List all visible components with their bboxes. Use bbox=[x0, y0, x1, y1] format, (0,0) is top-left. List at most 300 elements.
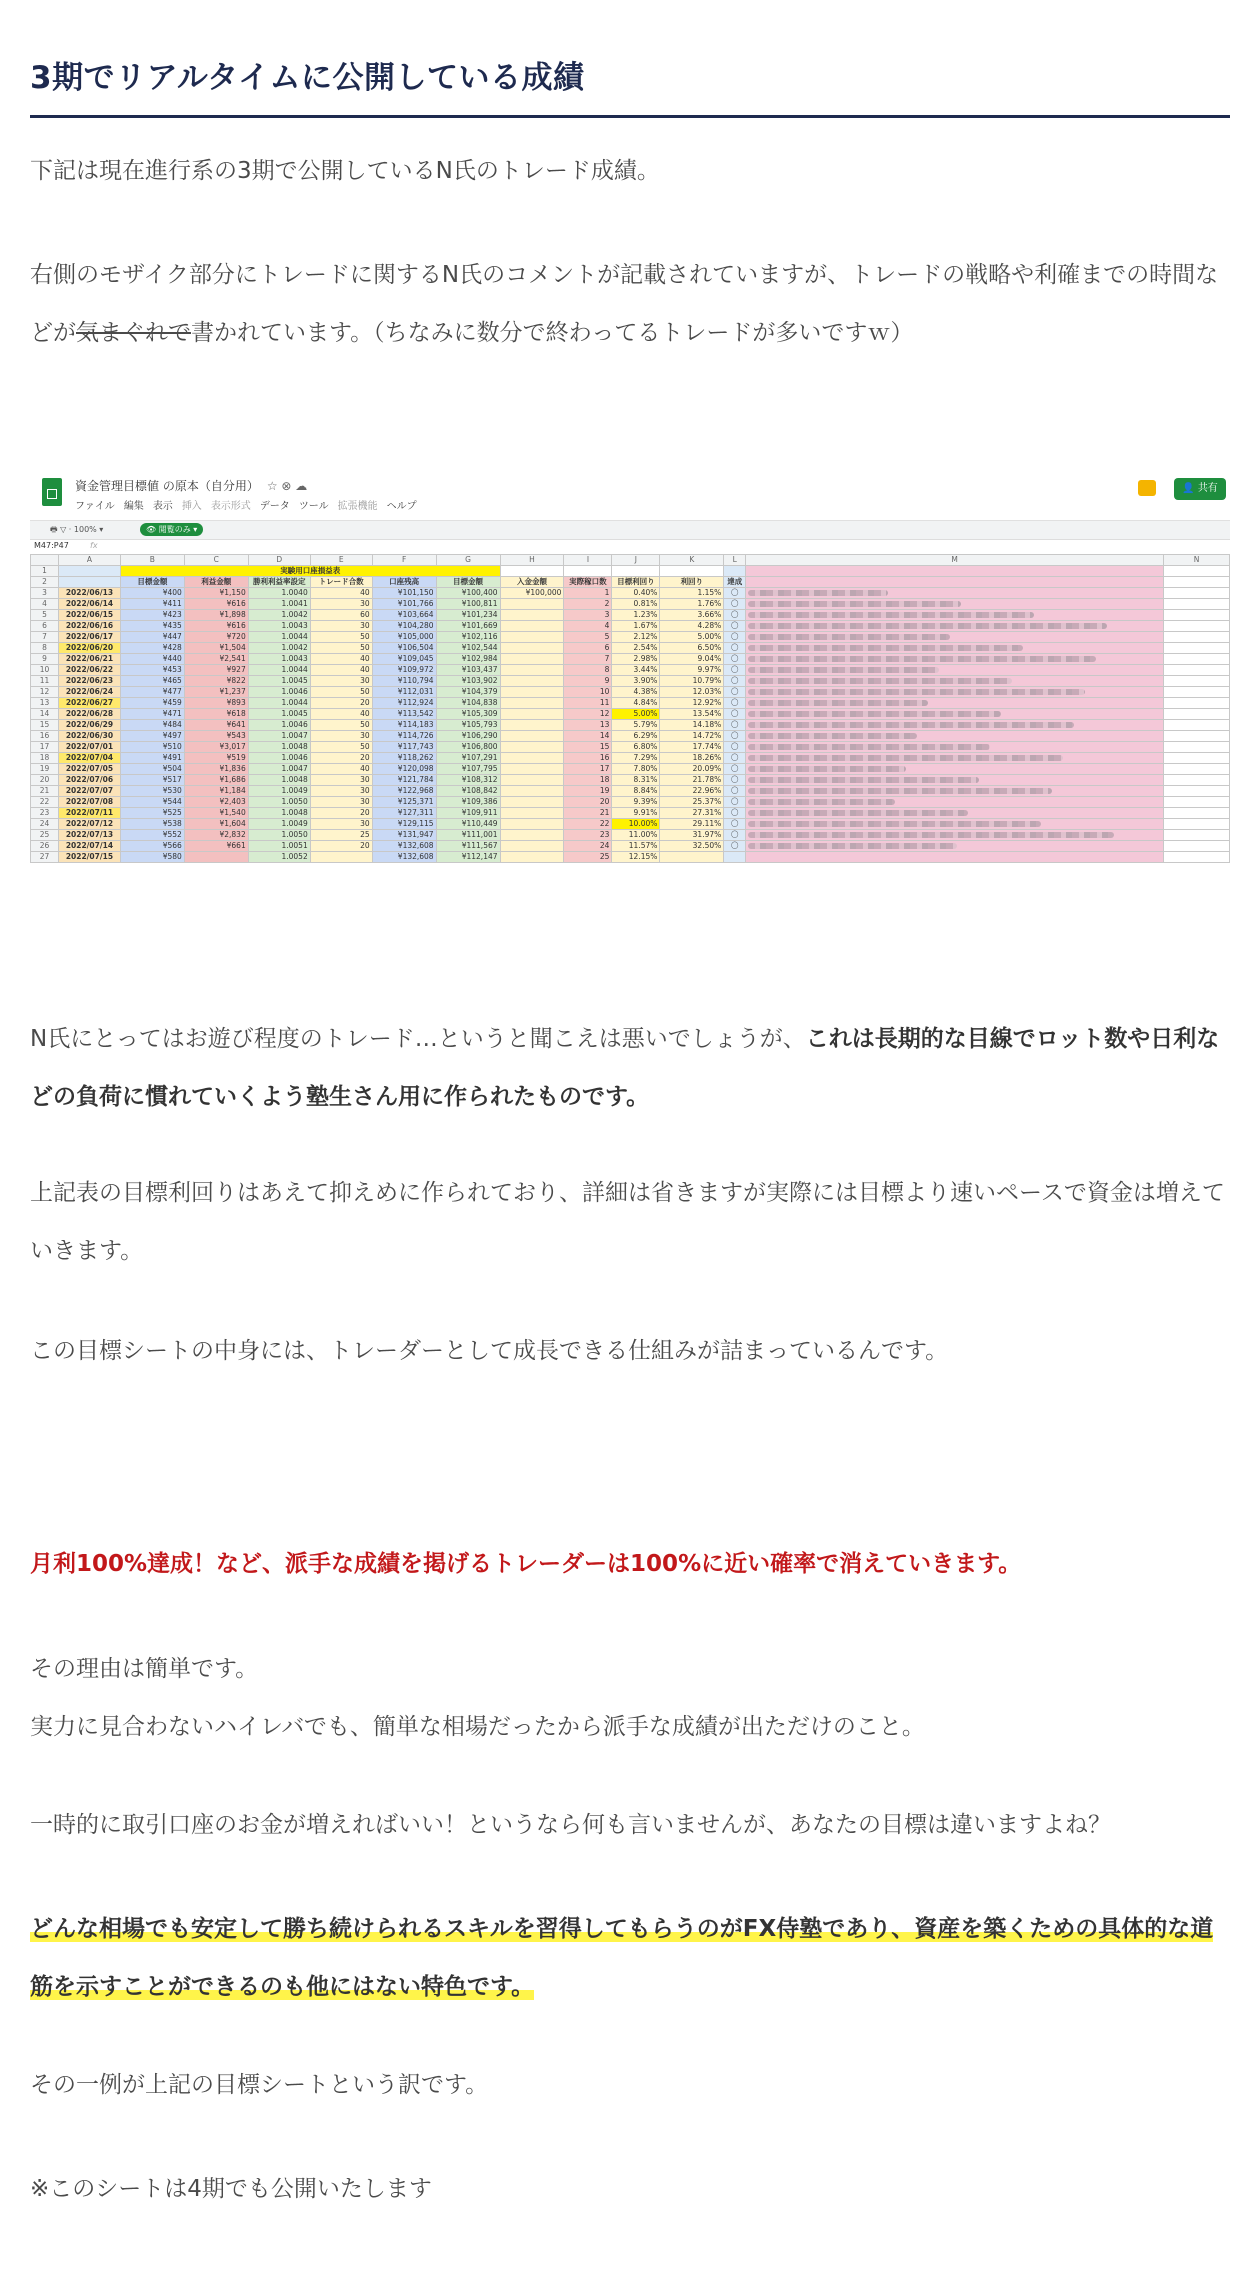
sheet-cell: ¥107,795 bbox=[436, 764, 500, 775]
reason-line-2: 実力に見合わないハイレバでも、簡単な相場だったから派手な成績が出ただけのこと。 bbox=[30, 1714, 925, 1740]
sheet-cell: ¥100,400 bbox=[436, 588, 500, 599]
date-cell: 2022/06/20 bbox=[58, 643, 120, 654]
mosaic-comment-cell bbox=[746, 709, 1164, 720]
row-number: 20 bbox=[31, 775, 59, 786]
column-letter: D bbox=[248, 555, 310, 566]
sheet-titlebar bbox=[30, 470, 1230, 520]
sheet-cell bbox=[500, 698, 564, 709]
sheet-cell: 30 bbox=[310, 797, 372, 808]
row-number: 26 bbox=[31, 841, 59, 852]
sheet-data-row bbox=[31, 775, 1230, 786]
sheet-data-row bbox=[31, 632, 1230, 643]
sheet-data-row bbox=[31, 599, 1230, 610]
sheet-cell: 13 bbox=[564, 720, 612, 731]
date-cell: 2022/07/01 bbox=[58, 742, 120, 753]
mosaic-comment-cell bbox=[746, 621, 1164, 632]
sheet-cell: ¥131,947 bbox=[372, 830, 436, 841]
row-number: 19 bbox=[31, 764, 59, 775]
star-icon: ☆ ⊗ ☁ bbox=[266, 479, 308, 493]
sheet-cell: 1.0044 bbox=[248, 665, 310, 676]
mosaic-blur bbox=[748, 700, 928, 706]
sheet-cell: 9.91% bbox=[612, 808, 660, 819]
fx-icon: fx bbox=[90, 541, 98, 550]
row-number: 18 bbox=[31, 753, 59, 764]
date-cell: 2022/06/23 bbox=[58, 676, 120, 687]
sheet-cell: 1.0049 bbox=[248, 819, 310, 830]
mosaic-blur bbox=[748, 832, 1114, 838]
column-header: 利回り bbox=[660, 577, 724, 588]
highlight-text: どんな相場でも安定して勝ち続けられるスキルを習得してもらうのがFX侍塾であり、資産を築くための具体的な道筋を示すことができるのも他にはない特色です。 bbox=[30, 1916, 1214, 2000]
mosaic-comment-cell bbox=[746, 687, 1164, 698]
sheet-cell: ¥497 bbox=[120, 731, 184, 742]
sheet-cell bbox=[500, 841, 564, 852]
sheet-menu-item: ファイル bbox=[75, 501, 115, 512]
sheet-menu-item: 挿入 bbox=[181, 501, 202, 512]
sheet-cell: 50 bbox=[310, 720, 372, 731]
sheet-cell: 1.0048 bbox=[248, 775, 310, 786]
column-letter: A bbox=[58, 555, 120, 566]
sheet-cell: ¥108,842 bbox=[436, 786, 500, 797]
sheet-cell bbox=[1164, 709, 1230, 720]
sheet-cell: ¥544 bbox=[120, 797, 184, 808]
sheet-cell: ¥105,000 bbox=[372, 632, 436, 643]
sheet-cell: ¥3,017 bbox=[184, 742, 248, 753]
row-number: 12 bbox=[31, 687, 59, 698]
sheet-cell bbox=[500, 797, 564, 808]
sheet-menu-item: 編集 bbox=[123, 501, 144, 512]
column-letter: F bbox=[372, 555, 436, 566]
sheet-cell: ¥1,184 bbox=[184, 786, 248, 797]
sheet-cell: ¥121,784 bbox=[372, 775, 436, 786]
date-cell: 2022/06/15 bbox=[58, 610, 120, 621]
date-cell: 2022/06/22 bbox=[58, 665, 120, 676]
date-cell: 2022/06/17 bbox=[58, 632, 120, 643]
sheet-cell: 〇 bbox=[724, 687, 746, 698]
sheet-cell: ¥111,001 bbox=[436, 830, 500, 841]
sheet-cell bbox=[500, 654, 564, 665]
sheet-cell: ¥101,234 bbox=[436, 610, 500, 621]
reason-line-1: その理由は簡単です。 bbox=[30, 1656, 259, 1682]
date-cell: 2022/06/29 bbox=[58, 720, 120, 731]
row-number: 22 bbox=[31, 797, 59, 808]
sheet-cell: ¥104,280 bbox=[372, 621, 436, 632]
sheet-cell bbox=[500, 599, 564, 610]
sheet-data-row bbox=[31, 720, 1230, 731]
paragraph-target-yield: 上記表の目標利回りはあえて抑えめに作られており、詳細は省きますが実際には目標より速いペースで資金は増えていきます。 bbox=[30, 1180, 1225, 1264]
sheet-cell: ¥477 bbox=[120, 687, 184, 698]
sheet-data-row bbox=[31, 731, 1230, 742]
sheet-cell: 30 bbox=[310, 775, 372, 786]
mosaic-blur bbox=[748, 843, 957, 849]
sheet-cell: 〇 bbox=[724, 786, 746, 797]
paragraph-note: ※このシートは4期でも公開いたします bbox=[30, 2176, 432, 2202]
sheet-cell bbox=[310, 852, 372, 863]
date-cell: 2022/07/14 bbox=[58, 841, 120, 852]
mosaic-comment-cell bbox=[746, 819, 1164, 830]
sheet-cell: 9.04% bbox=[660, 654, 724, 665]
row-number: 15 bbox=[31, 720, 59, 731]
sheet-cell: 29.11% bbox=[660, 819, 724, 830]
sheet-cell bbox=[500, 830, 564, 841]
sheet-cell: 〇 bbox=[724, 775, 746, 786]
sheet-menu-item: ヘルプ bbox=[386, 501, 417, 512]
sheet-cell bbox=[500, 621, 564, 632]
sheet-cell: ¥530 bbox=[120, 786, 184, 797]
sheet-cell: 0.40% bbox=[612, 588, 660, 599]
sheet-cell: ¥105,309 bbox=[436, 709, 500, 720]
column-header: 利益金額 bbox=[184, 577, 248, 588]
paragraph-comment-note bbox=[30, 246, 1230, 362]
sheet-cell: 9.39% bbox=[612, 797, 660, 808]
purpose-bold-text: これは長期的な目線でロット数や日利などの負荷に慣れていくよう塾生さん用に作られたものです。 bbox=[30, 1026, 1220, 1110]
sheet-cell bbox=[1164, 654, 1230, 665]
sheet-cell: ¥566 bbox=[120, 841, 184, 852]
sheet-cell: 8 bbox=[564, 665, 612, 676]
sheet-cell: ¥893 bbox=[184, 698, 248, 709]
sheet-cell: 1.0044 bbox=[248, 632, 310, 643]
sheet-cell: 〇 bbox=[724, 654, 746, 665]
column-letter: N bbox=[1164, 555, 1230, 566]
column-letter: C bbox=[184, 555, 248, 566]
sheet-data-row bbox=[31, 753, 1230, 764]
sheet-cell: ¥108,312 bbox=[436, 775, 500, 786]
sheet-cell: ¥423 bbox=[120, 610, 184, 621]
mosaic-blur bbox=[748, 623, 1107, 629]
sheet-cell: 2.98% bbox=[612, 654, 660, 665]
sheet-cell: 14 bbox=[564, 731, 612, 742]
mosaic-blur bbox=[748, 722, 1074, 728]
sheet-cell: 〇 bbox=[724, 819, 746, 830]
sheet-cell: 20 bbox=[564, 797, 612, 808]
sheet-cell: ¥102,116 bbox=[436, 632, 500, 643]
sheet-cell: 9 bbox=[564, 676, 612, 687]
sheet-cell: ¥491 bbox=[120, 753, 184, 764]
sheet-cell: 30 bbox=[310, 731, 372, 742]
sheet-cell: ¥107,291 bbox=[436, 753, 500, 764]
sheet-cell: 4.28% bbox=[660, 621, 724, 632]
sheet-cell: ¥616 bbox=[184, 621, 248, 632]
paragraph-intro: 下記は現在進行系の3期で公開しているN氏のトレード成績。 bbox=[30, 158, 660, 184]
sheet-doc-title bbox=[75, 477, 307, 494]
mosaic-comment-cell bbox=[746, 720, 1164, 731]
sheet-cell: ¥510 bbox=[120, 742, 184, 753]
sheet-cell: 7.80% bbox=[612, 764, 660, 775]
mosaic-comment-cell bbox=[746, 654, 1164, 665]
sheet-cell: ¥435 bbox=[120, 621, 184, 632]
sheet-cell: 〇 bbox=[724, 676, 746, 687]
row-number: 16 bbox=[31, 731, 59, 742]
sheet-cell: ¥641 bbox=[184, 720, 248, 731]
sheet-cell bbox=[500, 643, 564, 654]
sheets-logo-icon bbox=[42, 478, 62, 506]
mosaic-blur bbox=[748, 612, 1034, 618]
date-cell: 2022/07/15 bbox=[58, 852, 120, 863]
sheet-cell: ¥110,794 bbox=[372, 676, 436, 687]
sheet-cell: 8.84% bbox=[612, 786, 660, 797]
sheet-data-row bbox=[31, 852, 1230, 863]
mosaic-comment-cell bbox=[746, 643, 1164, 654]
sheet-cell: ¥106,290 bbox=[436, 731, 500, 742]
sheet-cell: ¥106,800 bbox=[436, 742, 500, 753]
sheet-cell bbox=[1164, 764, 1230, 775]
sheet-cell: 1.0042 bbox=[248, 643, 310, 654]
mosaic-blur bbox=[748, 645, 1023, 651]
column-letter: E bbox=[310, 555, 372, 566]
date-cell: 2022/07/05 bbox=[58, 764, 120, 775]
sheet-cell: ¥104,838 bbox=[436, 698, 500, 709]
sheet-menu-item: ツール bbox=[298, 501, 329, 512]
sheet-cell: ¥1,540 bbox=[184, 808, 248, 819]
date-cell: 2022/06/21 bbox=[58, 654, 120, 665]
sheet-cell bbox=[724, 852, 746, 863]
mosaic-comment-cell bbox=[746, 764, 1164, 775]
sheet-cell: 〇 bbox=[724, 841, 746, 852]
sheet-menubar bbox=[75, 497, 426, 512]
sheet-cell bbox=[58, 577, 120, 588]
mosaic-blur bbox=[748, 755, 1063, 761]
sheet-cell: ¥471 bbox=[120, 709, 184, 720]
date-cell: 2022/07/13 bbox=[58, 830, 120, 841]
sheet-cell bbox=[58, 566, 120, 577]
sheet-cell: ¥543 bbox=[184, 731, 248, 742]
sheet-cell: ¥428 bbox=[120, 643, 184, 654]
sheet-cell: 12.92% bbox=[660, 698, 724, 709]
sheet-data-row bbox=[31, 808, 1230, 819]
mosaic-comment-cell bbox=[746, 797, 1164, 808]
sheet-cell: 3.90% bbox=[612, 676, 660, 687]
row-number: 23 bbox=[31, 808, 59, 819]
sheet-cell: 25.37% bbox=[660, 797, 724, 808]
sheet-cell: ¥103,664 bbox=[372, 610, 436, 621]
sheet-data-row bbox=[31, 830, 1230, 841]
mosaic-comment-cell bbox=[746, 742, 1164, 753]
sheet-cell: 1.0044 bbox=[248, 698, 310, 709]
sheet-cell bbox=[1164, 786, 1230, 797]
sheet-cell: 5.79% bbox=[612, 720, 660, 731]
sheet-cell: ¥465 bbox=[120, 676, 184, 687]
sheet-cell: 6.29% bbox=[612, 731, 660, 742]
sheet-cell: 17.74% bbox=[660, 742, 724, 753]
mosaic-blur bbox=[748, 634, 950, 640]
row-number: 1 bbox=[31, 566, 59, 577]
sheet-cell: 〇 bbox=[724, 742, 746, 753]
mosaic-comment-cell bbox=[746, 786, 1164, 797]
sheet-cell: 〇 bbox=[724, 720, 746, 731]
sheet-cell bbox=[1164, 698, 1230, 709]
mosaic-blur bbox=[748, 777, 979, 783]
row-number: 7 bbox=[31, 632, 59, 643]
sheet-cell: 25 bbox=[310, 830, 372, 841]
mosaic-blur bbox=[748, 821, 1041, 827]
view-only-label: 閲覧のみ bbox=[158, 525, 191, 534]
mosaic-comment-cell bbox=[746, 676, 1164, 687]
sheet-data-row bbox=[31, 819, 1230, 830]
column-header: 入金金額 bbox=[500, 577, 564, 588]
comment-note-text: 右側のモザイク部分にトレードに関するN氏のコメントが記載されていますが、トレードの戦略や利確までの時間などが bbox=[30, 262, 1219, 346]
sheet-cell: ¥109,386 bbox=[436, 797, 500, 808]
sheet-cell: ¥120,098 bbox=[372, 764, 436, 775]
sheet-cell: ¥484 bbox=[120, 720, 184, 731]
formula-bar bbox=[30, 539, 1230, 555]
sheet-cell: 12.03% bbox=[660, 687, 724, 698]
row-number: 6 bbox=[31, 621, 59, 632]
paragraph-reason bbox=[30, 1640, 1230, 1756]
date-cell: 2022/07/07 bbox=[58, 786, 120, 797]
sheet-cell: 1.0047 bbox=[248, 764, 310, 775]
sheet-cell: 30 bbox=[310, 676, 372, 687]
sheet-cell: ¥1,836 bbox=[184, 764, 248, 775]
sheet-cell: 30 bbox=[310, 599, 372, 610]
sheet-cell bbox=[1164, 720, 1230, 731]
sheet-cell bbox=[1164, 632, 1230, 643]
sheet-cell bbox=[1164, 599, 1230, 610]
sheet-cell: ¥552 bbox=[120, 830, 184, 841]
sheet-cell: 1.0045 bbox=[248, 709, 310, 720]
sheet-cell: ¥661 bbox=[184, 841, 248, 852]
sheet-cell: 18.26% bbox=[660, 753, 724, 764]
mosaic-blur bbox=[748, 678, 1012, 684]
sheet-cell: 1.0048 bbox=[248, 808, 310, 819]
sheet-cell bbox=[660, 566, 724, 577]
sheet-data-row bbox=[31, 588, 1230, 599]
sheet-data-row bbox=[31, 643, 1230, 654]
sheet-cell: 14.72% bbox=[660, 731, 724, 742]
sheet-cell: 17 bbox=[564, 764, 612, 775]
sheet-cell: ¥103,437 bbox=[436, 665, 500, 676]
column-header: 目標金額 bbox=[436, 577, 500, 588]
sheet-menu-item: 表示 bbox=[152, 501, 173, 512]
sheet-cell: 4.38% bbox=[612, 687, 660, 698]
sheet-data-row bbox=[31, 797, 1230, 808]
sheet-cell: 24 bbox=[564, 841, 612, 852]
sheet-cell: 2.54% bbox=[612, 643, 660, 654]
sheet-cell: 18 bbox=[564, 775, 612, 786]
sheet-cell: ¥720 bbox=[184, 632, 248, 643]
row-number: 17 bbox=[31, 742, 59, 753]
sheet-cell: 5.00% bbox=[660, 632, 724, 643]
sheet-cell: 21.78% bbox=[660, 775, 724, 786]
sheet-cell: 1.0047 bbox=[248, 731, 310, 742]
sheet-cell: 〇 bbox=[724, 588, 746, 599]
sheet-cell: 9.97% bbox=[660, 665, 724, 676]
mosaic-comment-cell bbox=[746, 841, 1164, 852]
sheet-cell: ¥117,743 bbox=[372, 742, 436, 753]
sheet-cell bbox=[500, 753, 564, 764]
sheet-cell: 〇 bbox=[724, 632, 746, 643]
sheet-cell: 5.00% bbox=[612, 709, 660, 720]
sheet-cell: 14.18% bbox=[660, 720, 724, 731]
mosaic-blur bbox=[748, 788, 1052, 794]
sheet-cell bbox=[1164, 687, 1230, 698]
mosaic-comment-cell bbox=[746, 698, 1164, 709]
sheet-cell bbox=[500, 808, 564, 819]
sheet-data-row bbox=[31, 621, 1230, 632]
sheet-cell: 7.29% bbox=[612, 753, 660, 764]
mosaic-comment-cell bbox=[746, 665, 1164, 676]
sheet-cell: 1.0045 bbox=[248, 676, 310, 687]
mosaic-comment-cell bbox=[746, 830, 1164, 841]
sheet-cell: 15 bbox=[564, 742, 612, 753]
mosaic-blur bbox=[748, 799, 895, 805]
sheet-cell bbox=[184, 852, 248, 863]
paragraph-purpose bbox=[30, 1010, 1230, 1126]
sheet-cell: ¥1,898 bbox=[184, 610, 248, 621]
column-letter: K bbox=[660, 555, 724, 566]
sheet-cell: 〇 bbox=[724, 753, 746, 764]
paragraph-highlight bbox=[30, 1900, 1230, 2016]
sheet-data-row bbox=[31, 764, 1230, 775]
column-header: トレード合数 bbox=[310, 577, 372, 588]
sheet-cell: ¥100,000 bbox=[500, 588, 564, 599]
sheet-cell: ¥1,150 bbox=[184, 588, 248, 599]
print-icon: 🖶 ▽ · 100% ▾ bbox=[50, 525, 104, 534]
sheet-cell: ¥106,504 bbox=[372, 643, 436, 654]
mosaic-comment-cell bbox=[746, 775, 1164, 786]
row-number: 21 bbox=[31, 786, 59, 797]
sheet-cell: ¥440 bbox=[120, 654, 184, 665]
mosaic-blur bbox=[748, 766, 906, 772]
sheet-cell: 1.0046 bbox=[248, 753, 310, 764]
column-letter: G bbox=[436, 555, 500, 566]
sheet-cell: ¥112,147 bbox=[436, 852, 500, 863]
sheet-header-row bbox=[31, 577, 1230, 588]
sheet-menu-item: 拡張機能 bbox=[337, 501, 378, 512]
sheet-cell: ¥618 bbox=[184, 709, 248, 720]
sheet-cell: 40 bbox=[310, 654, 372, 665]
share-button: 👤 共有 bbox=[1174, 478, 1226, 500]
sheet-cell: ¥122,968 bbox=[372, 786, 436, 797]
date-cell: 2022/07/08 bbox=[58, 797, 120, 808]
sheet-cell: 22.96% bbox=[660, 786, 724, 797]
sheet-cell: 〇 bbox=[724, 731, 746, 742]
sheet-cell: ¥118,262 bbox=[372, 753, 436, 764]
sheet-cell: ¥114,183 bbox=[372, 720, 436, 731]
sheet-cell: 〇 bbox=[724, 621, 746, 632]
row-number: 8 bbox=[31, 643, 59, 654]
sheet-cell: 3 bbox=[564, 610, 612, 621]
sheet-cell: 〇 bbox=[724, 610, 746, 621]
sheet-data-row bbox=[31, 841, 1230, 852]
sheet-cell: ¥104,379 bbox=[436, 687, 500, 698]
section-heading: 3期でリアルタイムに公開している成績 bbox=[30, 52, 1230, 118]
sheet-cell: 12 bbox=[564, 709, 612, 720]
sheet-cell: 1.0042 bbox=[248, 610, 310, 621]
sheet-cell: ¥132,608 bbox=[372, 852, 436, 863]
sheet-cell: 1.0043 bbox=[248, 654, 310, 665]
sheet-cell: 25 bbox=[564, 852, 612, 863]
sheet-cell: 〇 bbox=[724, 797, 746, 808]
sheet-cell: ¥2,832 bbox=[184, 830, 248, 841]
sheet-cell bbox=[1164, 819, 1230, 830]
sheet-cell: 1.0049 bbox=[248, 786, 310, 797]
sheet-cell: 〇 bbox=[724, 643, 746, 654]
column-header: 目標金額 bbox=[120, 577, 184, 588]
sheet-cell bbox=[1164, 841, 1230, 852]
sheet-cell: ¥102,984 bbox=[436, 654, 500, 665]
sheet-cell: 32.50% bbox=[660, 841, 724, 852]
sheet-cell bbox=[500, 852, 564, 863]
row-number: 13 bbox=[31, 698, 59, 709]
sheet-cell bbox=[1164, 621, 1230, 632]
sheet-cell: 11.57% bbox=[612, 841, 660, 852]
sheet-cell: 〇 bbox=[724, 808, 746, 819]
sheet-cell: 40 bbox=[310, 709, 372, 720]
sheet-cell: 11 bbox=[564, 698, 612, 709]
sheet-cell bbox=[1164, 676, 1230, 687]
sheet-cell: 2.12% bbox=[612, 632, 660, 643]
sheet-cell bbox=[1164, 753, 1230, 764]
sheet-cell: ¥103,902 bbox=[436, 676, 500, 687]
